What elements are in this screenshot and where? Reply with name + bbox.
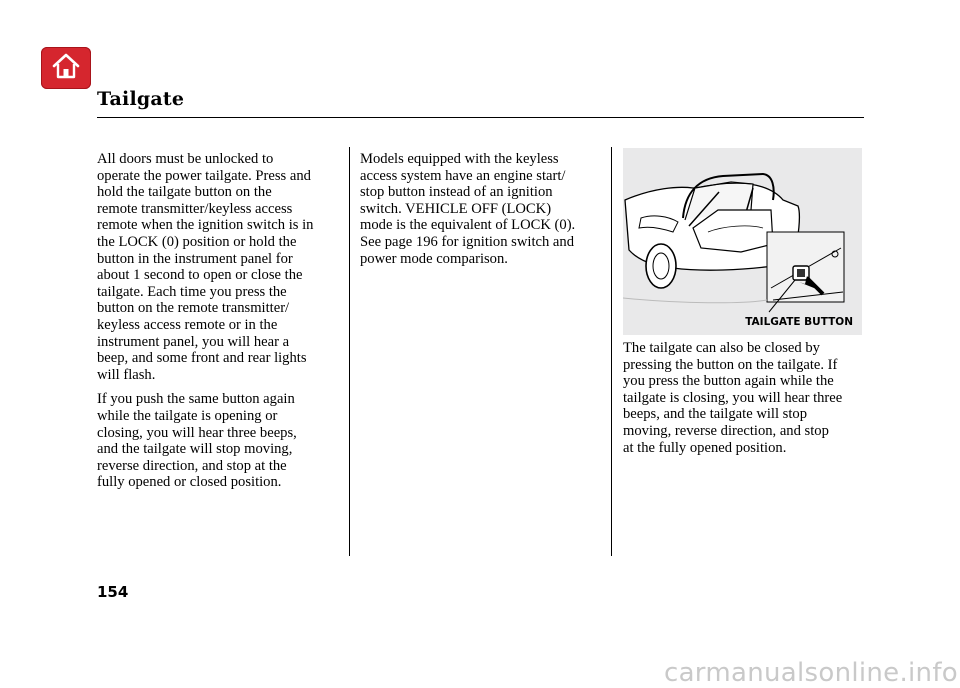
text-column-2: [360, 151, 605, 275]
section-title: Tailgate: [97, 88, 185, 110]
figure-caption: TAILGATE BUTTON: [745, 316, 853, 328]
title-divider: [97, 117, 864, 118]
paragraph-repeat-push: If you push the same button again while the tailgate is opening or closing, you will hear three beeps, and the tailgate will stop moving, reverse direction, and stop at the fully opened or closed position.: [97, 391, 297, 491]
tailgate-illustration: [623, 148, 862, 335]
paragraph-keyless-models: Models equipped with the keyless access system have an engine start/ stop button instead of an ignition switch. VEHICLE OFF (LOCK) mode is the equivalent of LOCK (0). See page 196 for ignition switch and power mode comparison.: [360, 151, 576, 267]
page-number: 154: [97, 583, 129, 601]
text-column-3: [623, 340, 865, 464]
car-tailgate-drawing: [623, 148, 862, 335]
site-watermark: carmanualsonline.info: [663, 658, 958, 688]
home-icon: [51, 52, 81, 85]
home-button[interactable]: [41, 47, 91, 89]
text-column-1: [97, 151, 342, 499]
column-divider: [611, 147, 612, 556]
paragraph-unlock-instructions: All doors must be unlocked to operate the power tailgate. Press and hold the tailgate button on the remote transmitter/keyless access remote when the ignition switch is in the LOCK (0) position or hold the button in the instrument panel for about 1 second to open or close the tailgate. Each time you press the button on the remote transmitter/ keyless access remote or in the instrument panel, you will hear a beep, and some front and rear lights will flash.: [97, 151, 314, 383]
column-divider: [349, 147, 350, 556]
paragraph-close-by-button: The tailgate can also be closed by pressing the button on the tailgate. If you press the button again while the tailgate is closing, you will hear three beeps, and the tailgate will stop moving, reverse direction, and stop at the fully opened position.: [623, 340, 843, 456]
